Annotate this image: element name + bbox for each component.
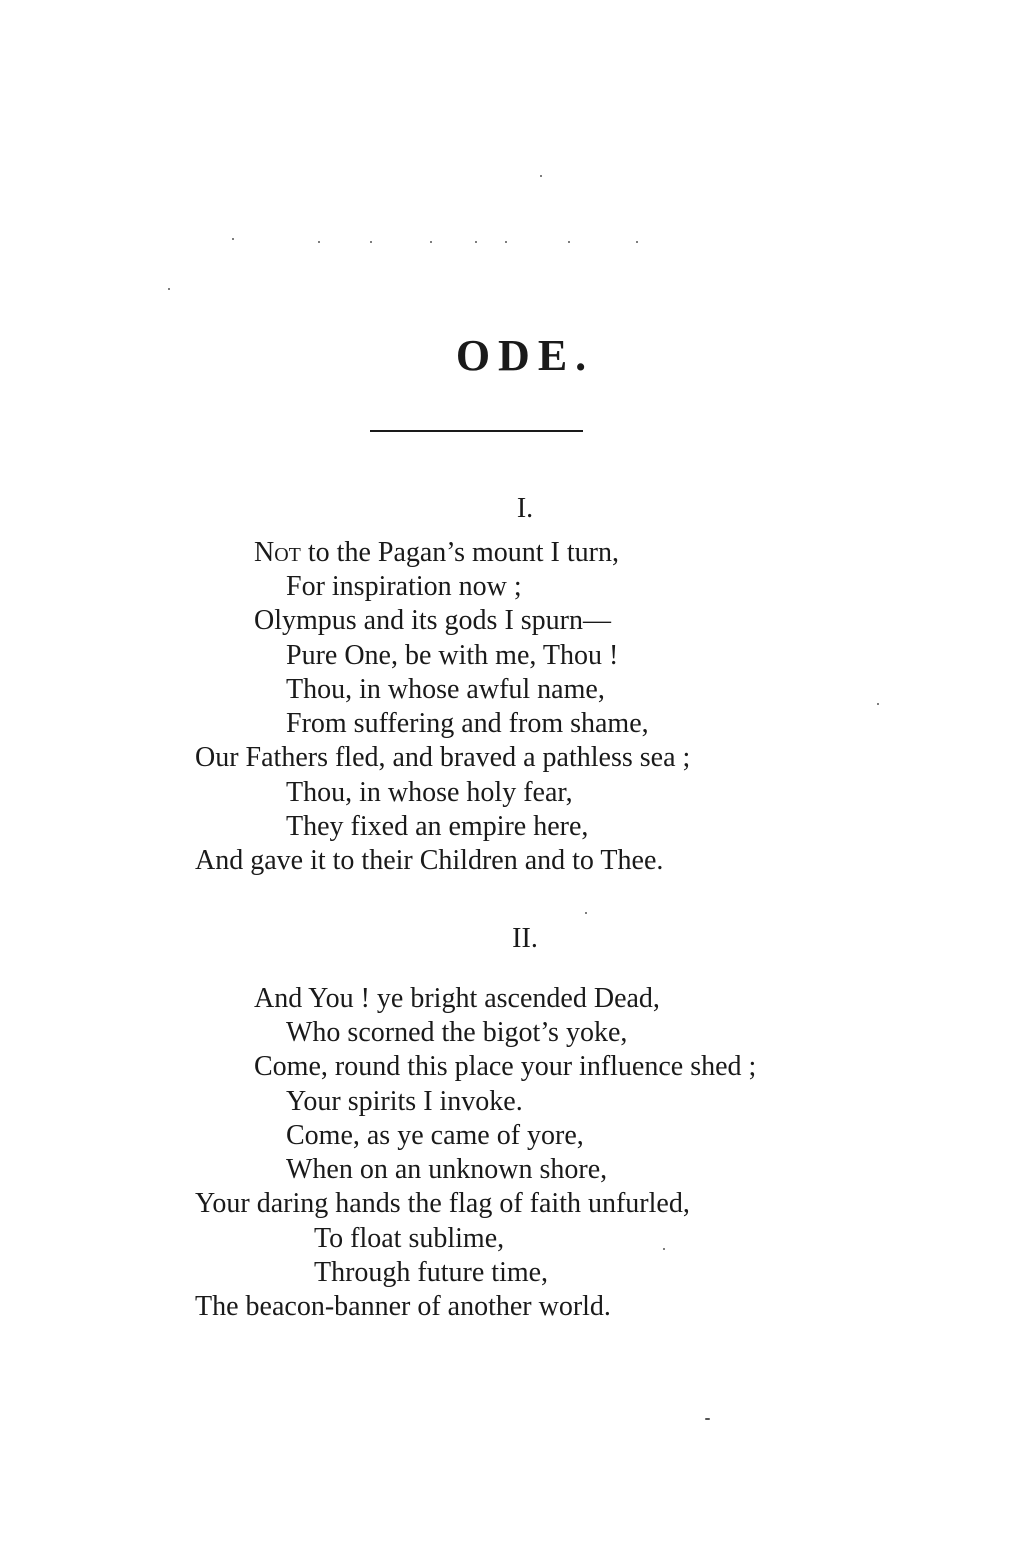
poem-line: Not to the Pagan’s mount I turn, [254, 537, 619, 568]
poem-line: And gave it to their Children and to Thee. [195, 845, 664, 876]
poem-title: ODE. [455, 331, 595, 380]
scan-speck [705, 1418, 710, 1420]
poem-line: Thou, in whose awful name, [286, 674, 605, 705]
scan-speck [663, 1248, 665, 1250]
poem-line: Your spirits I invoke. [286, 1086, 523, 1117]
scan-speck [232, 238, 234, 240]
poem-line: And You ! ye bright ascended Dead, [254, 983, 660, 1014]
poem-line: Your daring hands the flag of faith unfurled, [195, 1188, 690, 1219]
scan-speck [585, 912, 587, 914]
poem-line: For inspiration now ; [286, 571, 522, 602]
scan-speck [430, 241, 432, 243]
scan-speck [568, 241, 570, 243]
scan-speck [505, 241, 507, 243]
stanza-number-1: I. [516, 493, 534, 524]
scan-speck [318, 241, 320, 243]
poem-line: Come, round this place your influence shed ; [254, 1051, 757, 1082]
poem-line: When on an unknown shore, [286, 1154, 608, 1185]
poem-line: To float sublime, [314, 1223, 505, 1254]
small-caps-lead: Not [254, 537, 301, 568]
poem-line: They fixed an empire here, [286, 811, 589, 842]
scan-speck [540, 175, 542, 177]
scan-speck [877, 703, 879, 705]
poem-line: Come, as ye came of yore, [286, 1120, 584, 1151]
scan-speck [168, 288, 170, 290]
poem-line: Through future time, [314, 1257, 549, 1288]
scan-speck [475, 241, 477, 243]
poem-line: From suffering and from shame, [286, 708, 649, 739]
poem-line: Our Fathers fled, and braved a pathless sea ; [195, 742, 691, 773]
poem-line: Olympus and its gods I spurn— [254, 605, 611, 636]
poem-line: The beacon-banner of another world. [195, 1291, 611, 1322]
poem-line: Thou, in whose holy fear, [286, 777, 573, 808]
stanza-number-2: II. [512, 923, 538, 954]
poem-line: Who scorned the bigot’s yoke, [286, 1017, 628, 1048]
scan-speck [636, 241, 638, 243]
title-divider [370, 430, 583, 432]
scan-speck [370, 241, 372, 243]
poem-line: Pure One, be with me, Thou ! [286, 640, 619, 671]
